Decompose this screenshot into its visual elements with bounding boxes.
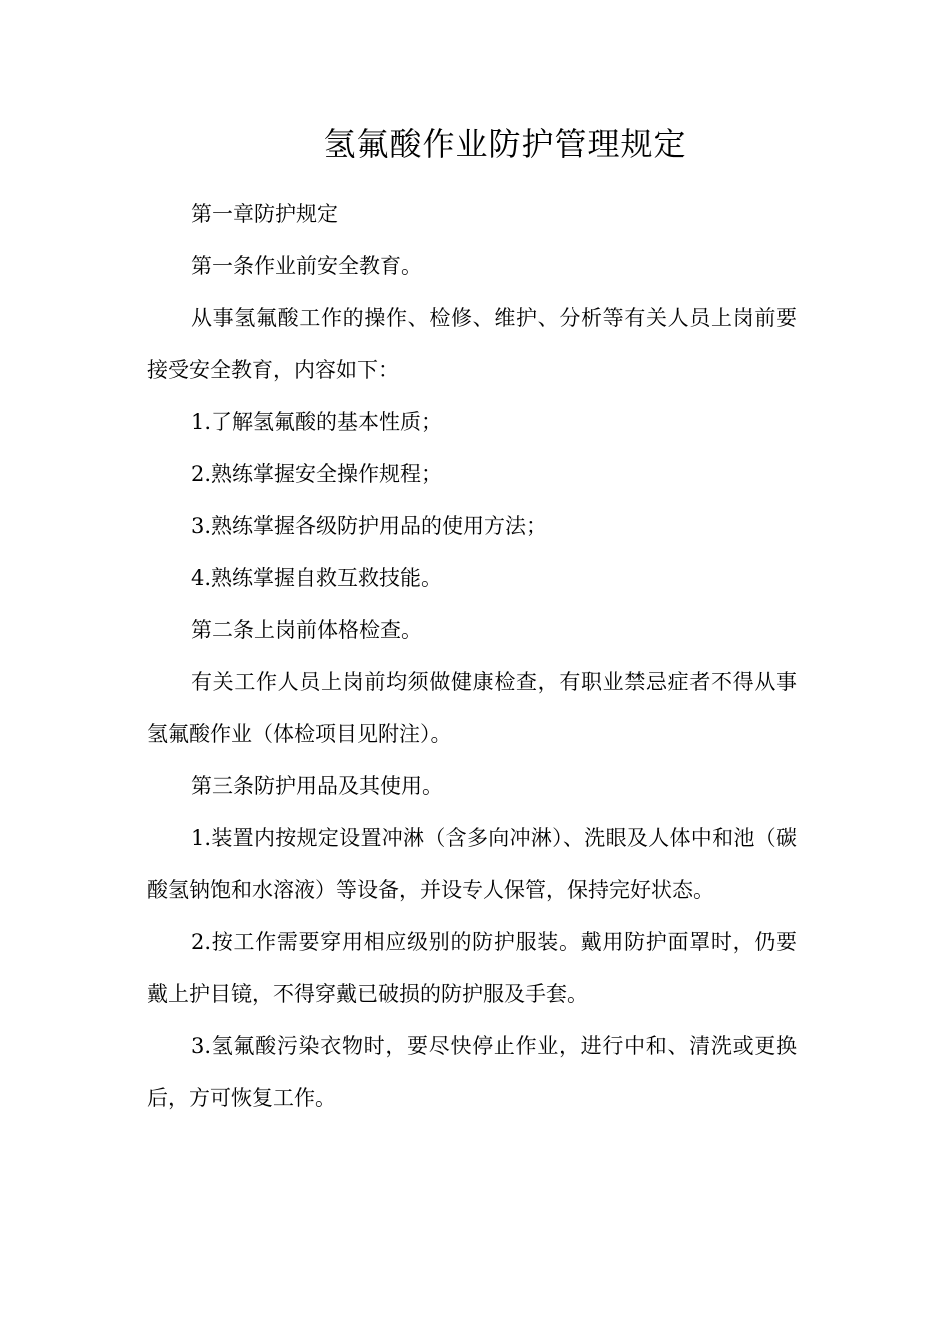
list-item: 2.熟练掌握安全操作规程； [191,462,443,486]
article-heading-2: 第二条上岗前体格检查。 [191,618,422,642]
list-item: 2.按工作需要穿用相应级别的防护服装。戴用防护面罩时，仍要戴上护目镜，不得穿戴已破损的防护服及手套。 [147,930,797,1006]
list-item: 3.氢氟酸污染衣物时，要尽快停止作业，进行中和、清洗或更换后，方可恢复工作。 [147,1034,797,1110]
list-item: 1.了解氢氟酸的基本性质； [191,410,443,434]
list-item: 4.熟练掌握自救互救技能。 [191,566,443,590]
article-heading-1: 第一条作业前安全教育。 [191,254,422,278]
paragraph: 有关工作人员上岗前均须做健康检查，有职业禁忌症者不得从事氢氟酸作业（体检项目见附注）。 [147,670,797,746]
paragraph: 从事氢氟酸工作的操作、检修、维护、分析等有关人员上岗前要接受安全教育，内容如下： [147,306,797,382]
document-title-wrapper [30,118,950,170]
list-item: 3.熟练掌握各级防护用品的使用方法； [191,514,548,538]
list-item: 1.装置内按规定设置冲淋（含多向冲淋）、洗眼及人体中和池（碳酸氢钠饱和水溶液）等设备，并设专人保管，保持完好状态。 [147,826,797,902]
chapter-heading: 第一章防护规定 [191,202,338,226]
article-heading-3: 第三条防护用品及其使用。 [191,774,443,798]
document-body [147,188,797,1124]
document-title: 氢氟酸作业防护管理规定 [323,125,687,163]
